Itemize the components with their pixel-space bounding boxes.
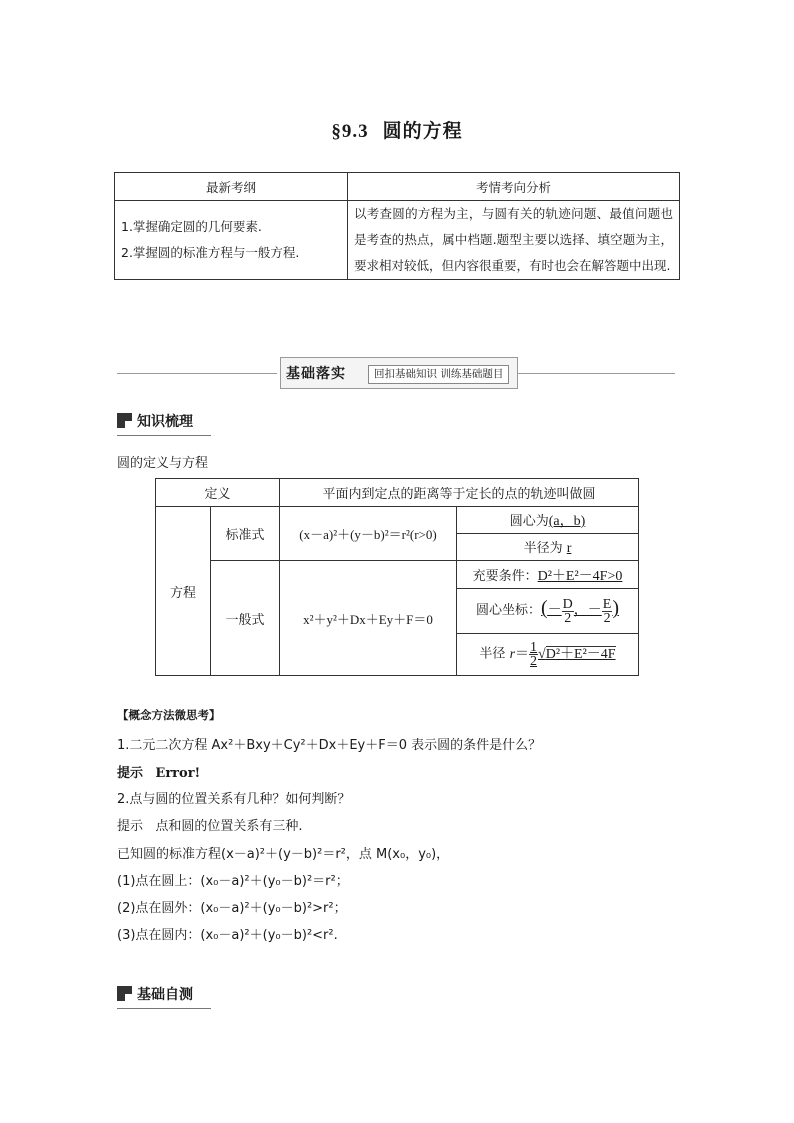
think-heading: 【概念方法微思考】 (117, 708, 221, 722)
std-radius-prefix: 半径为 (523, 541, 563, 556)
def-label: 定义 (156, 479, 280, 507)
gen-radius-value: r＝ $\frac{1}{2}$ √D²＋E²－4F (509, 640, 616, 669)
section-square-icon (117, 986, 132, 1001)
syllabus-table (114, 172, 680, 280)
gen-condition-prefix: 充要条件： (472, 568, 538, 584)
answer-2 (117, 815, 303, 834)
gen-condition-value: D²＋E²－4F>0 (537, 568, 623, 584)
section-heading-knowledge (117, 411, 211, 436)
position-outside: (2)点在圆外：(x₀－a)²＋(y₀－b)²>r²； (117, 901, 347, 916)
gen-condition (457, 561, 639, 589)
gen-equation: x²＋y²＋Dx＋Ey＋F＝0 (280, 561, 457, 676)
section-number: §9.3 (331, 121, 369, 142)
answer-1 (117, 762, 200, 781)
banner-subtitle: 回扣基础知识 训练基础题目 (368, 365, 509, 384)
gen-center-value: (－ $\frac{D}{2}$ ，－ $\frac{E}{2}$ ) (540, 596, 620, 626)
intro-text: 圆的定义与方程 (117, 456, 209, 471)
std-radius (457, 534, 639, 561)
requirement-1: 1.掌握确定圆的几何要素. (121, 219, 262, 234)
syllabus-header-left: 最新考纲 (115, 173, 348, 201)
section-heading-label: 知识梳理 (137, 414, 193, 430)
syllabus-requirements (115, 201, 348, 280)
answer-1-text: Error! (155, 766, 201, 781)
std-label: 标准式 (211, 507, 280, 561)
requirement-2: 2.掌握圆的标准方程与一般方程. (121, 245, 300, 260)
banner-title: 基础落实 (286, 366, 346, 382)
circle-definition-table (155, 478, 639, 676)
gen-radius-prefix: 半径 (479, 646, 506, 662)
answer-2-text: 点和圆的位置关系有三种. (155, 819, 303, 834)
section-square-icon (117, 413, 132, 428)
def-text: 平面内到定点的距离等于定长的点的轨迹叫做圆 (280, 479, 639, 507)
syllabus-header-right: 考情考向分析 (348, 173, 680, 201)
gen-radius-expr: D²＋E²－4F (545, 646, 616, 662)
banner-rule-right (517, 373, 675, 374)
section-banner (117, 355, 675, 391)
banner-box (280, 357, 518, 389)
question-2: 2.点与圆的位置关系有几种？如何判断？ (117, 792, 351, 807)
gen-radius (457, 634, 639, 676)
banner-rule-left (117, 373, 277, 374)
section-heading-label: 基础自测 (137, 987, 193, 1003)
eq-label: 方程 (156, 507, 211, 676)
gen-center-prefix: 圆心坐标： (475, 603, 541, 619)
std-center-value: (a，b) (548, 514, 586, 529)
section-heading-selftest (117, 984, 211, 1009)
syllabus-analysis: 以考查圆的方程为主，与圆有关的轨迹问题、最值问题也是考查的热点，属中档题.题型主要以选择、填空题为主，要求相对较低，但内容很重要，有时也会在解答题中出现. (348, 201, 680, 280)
position-on: (1)点在圆上：(x₀－a)²＋(y₀－b)²＝r²； (117, 874, 349, 889)
question-1: 1.二元二次方程 Ax²＋Bxy＋Cy²＋Dx＋Ey＋F＝0 表示圆的条件是什么？ (117, 738, 542, 753)
std-equation: (x－a)²＋(y－b)²＝r²(r>0) (280, 507, 457, 561)
position-inside: (3)点在圆内：(x₀－a)²＋(y₀－b)²<r². (117, 928, 338, 943)
std-radius-value: r (566, 541, 572, 556)
hint-label: 提示 (117, 819, 144, 834)
std-center-prefix: 圆心为 (509, 514, 549, 529)
section-title: 圆的方程 (382, 120, 463, 142)
std-center (457, 507, 639, 534)
gen-center (457, 589, 639, 634)
known-equation: 已知圆的标准方程(x－a)²＋(y－b)²＝r²，点 M(x₀，y₀)， (117, 847, 450, 862)
gen-label: 一般式 (211, 561, 280, 676)
page-title (0, 116, 794, 143)
hint-label: 提示 (117, 766, 144, 781)
